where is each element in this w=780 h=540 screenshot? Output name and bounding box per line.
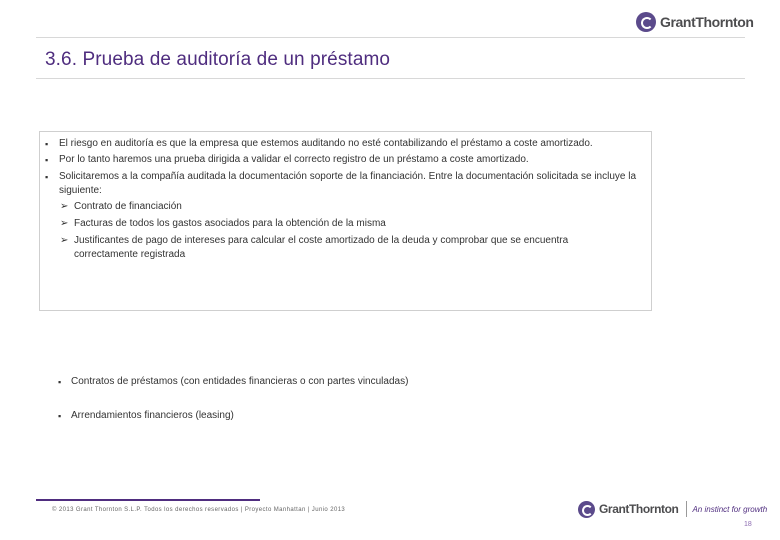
sub-item-text: Facturas de todos los gastos asociados para la obtención de la misma (74, 218, 386, 229)
box-bullet (45, 153, 649, 167)
sub-item (60, 200, 634, 214)
bullet-icon: ▪ (45, 172, 49, 182)
grant-thornton-logo-icon (636, 12, 656, 32)
box-bullet (45, 170, 649, 198)
box-bullet-text: Solicitaremos a la compañía auditada la documentación soporte de la financiación. Entre la documentación solicitada se incluye la siguiente: (59, 171, 637, 196)
page-number: 18 (744, 521, 752, 528)
lower-bullet-text: Arrendamientos financieros (leasing) (71, 410, 234, 421)
bullet-icon: ▪ (58, 411, 62, 421)
box-bullet (45, 137, 649, 151)
lower-bullet-text: Contratos de préstamos (con entidades financieras o con partes vinculadas) (71, 376, 409, 387)
bullet-icon: ▪ (58, 377, 62, 387)
arrow-bullet-icon: ➢ (60, 201, 69, 212)
lower-bullet (58, 375, 409, 389)
title-divider (36, 78, 745, 79)
sub-item-text: Contrato de financiación (74, 201, 182, 212)
footer-copyright: © 2013 Grant Thornton S.L.P. Todos los derechos reservados | Proyecto Manhattan | Junio 2013 (52, 507, 346, 513)
arrow-bullet-icon: ➢ (60, 235, 69, 246)
grant-thornton-logo-icon (578, 501, 595, 518)
bullet-icon: ▪ (45, 139, 49, 149)
top-divider (36, 37, 745, 38)
footer-logo-wordmark: GrantThornton (599, 502, 679, 516)
sub-item (60, 234, 634, 262)
grant-thornton-logo (636, 11, 754, 33)
box-bullet-text: Por lo tanto haremos una prueba dirigida a validar el correcto registro de un préstamo a coste amortizado. (59, 154, 529, 165)
footer-divider (36, 499, 260, 501)
bullet-icon: ▪ (45, 155, 49, 165)
footer-logo (578, 499, 767, 519)
box-bullet-text: El riesgo en auditoría es que la empresa que estemos auditando no esté contabilizando el préstamo a coste amortizado. (59, 138, 593, 149)
slide-title: 3.6. Prueba de auditoría de un préstamo (45, 49, 391, 70)
footer-tagline: An instinct for growth (692, 504, 768, 514)
logo-wordmark: GrantThornton (660, 14, 754, 30)
logo-divider (686, 501, 687, 517)
sub-item (60, 217, 634, 231)
lower-bullet (58, 409, 234, 423)
arrow-bullet-icon: ➢ (60, 218, 69, 229)
sub-item-text: Justificantes de pago de intereses para calcular el coste amortizado de la deuda y comprobar que se encuentra correctamente registrada (74, 235, 569, 260)
